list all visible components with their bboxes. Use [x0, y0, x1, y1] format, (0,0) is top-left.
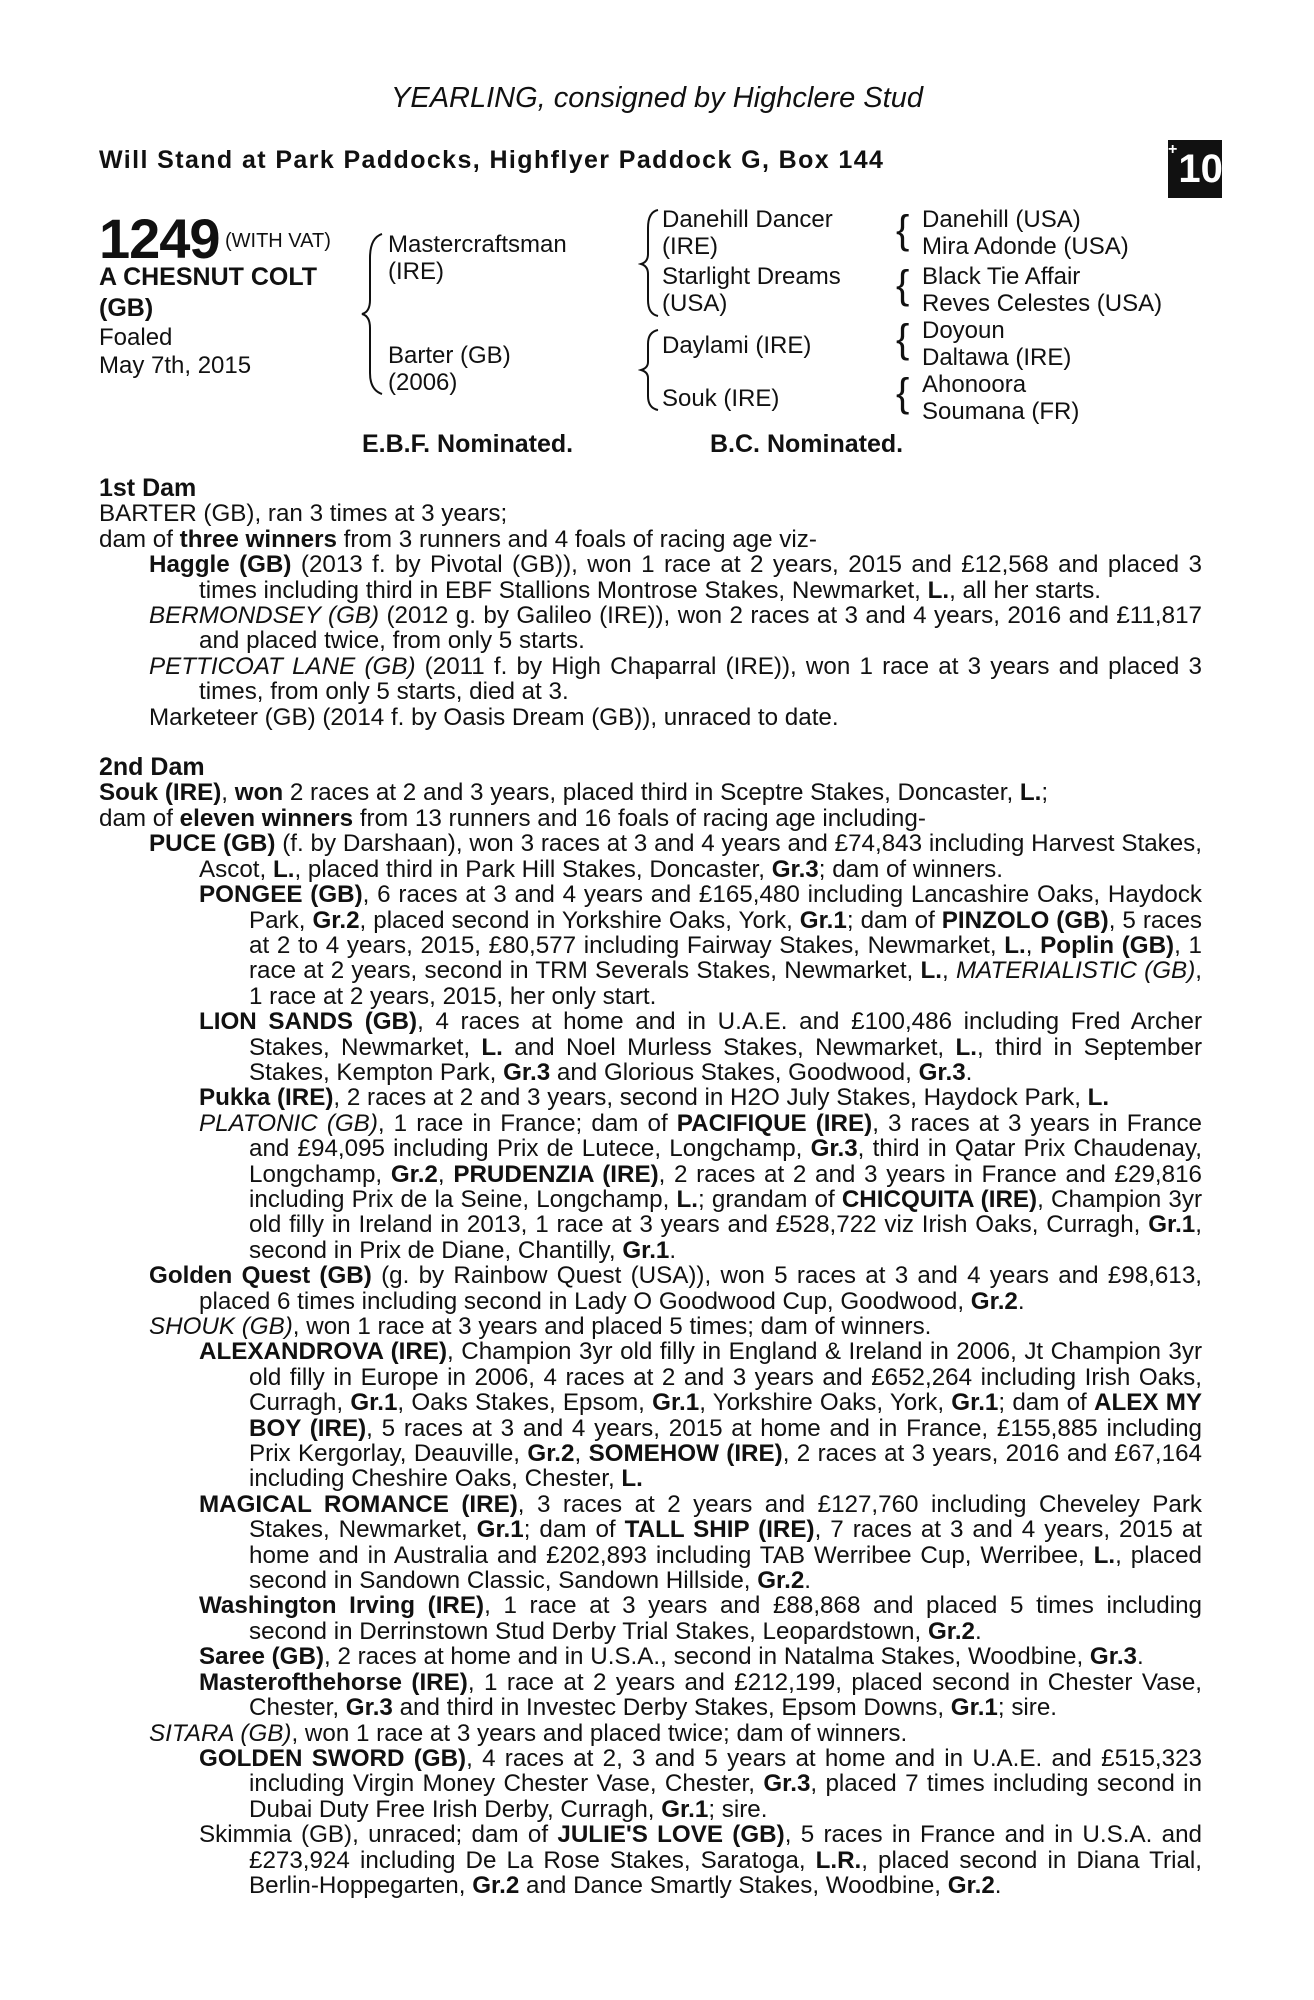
produce-entry: ALEXANDROVA (IRE), Champion 3yr old filly in England & Ireland in 2006, Jt Champion 3yr old filly in Europe in 2006, 4 races at 2 and 3 years and £652,264 including Irish Oaks, Curragh, Gr.1, Oaks Stakes, Epsom, Gr.1, Yorkshire Oaks, York, Gr.1; dam of ALEX MY BOY (IRE), 5 races at 3 and 4 years, 2015 at home and in France, £155,885 including Prix Kergorlay, Deauville, Gr.2, SOMEHOW (IRE), 2 races at 3 years, 2016 and £67,164 including Cheshire Oaks, Chester, L. — [199, 1338, 1202, 1493]
produce-entry: Saree (GB), 2 races at home and in U.S.A., second in Natalma Stakes, Woodbine, Gr.3. — [199, 1643, 1144, 1671]
first-dam-heading: 1st Dam — [99, 474, 197, 502]
ancestor-3: Black Tie Affair — [922, 263, 1081, 290]
produce-entry: GOLDEN SWORD (GB), 4 races at 2, 3 and 5 years at home and in U.A.E. and £515,323 including Virgin Money Chester Vase, Chester, Gr.3, placed 7 times including second in Dubai Duty Free Irish Derby, Curragh, Gr.1; sire. — [199, 1744, 1203, 1823]
dam-dam: Souk (IRE) — [662, 385, 780, 412]
colt-label: A CHESNUT COLT (GB) — [99, 263, 318, 322]
ebf-nomination: E.B.F. Nominated. — [362, 430, 574, 458]
produce-entry: MAGICAL ROMANCE (IRE), 3 races at 2 years and £127,760 including Cheveley Park Stakes, Newmarket, Gr.1; dam of TALL SHIP (IRE), 7 races at 3 and 4 years, 2015 at home and in Australia and £202,893 including TAB Werribee Cup, Werribee, L., placed second in Sandown Classic, Sandown Hillside, Gr.2. — [199, 1490, 1202, 1595]
lot-description — [99, 262, 359, 380]
produce-entry: SITARA (GB), won 1 race at 3 years and placed twice; dam of winners. — [149, 1719, 908, 1747]
produce-entry: PUCE (GB) (f. by Darshaan), won 3 races at 3 and 4 years and £74,843 including Harvest Stakes, Ascot, L., placed third in Park Hill Stakes, Doncaster, Gr.3; dam of winners. — [149, 830, 1202, 883]
produce-entry: PONGEE (GB), 6 races at 3 and 4 years and £165,480 including Lancashire Oaks, Haydock Park, Gr.2, placed second in Yorkshire Oaks, York, Gr.1; dam of PINZOLO (GB), 5 races at 2 to 4 years, 2015, £80,577 including Fairway Stakes, Newmarket, L., Poplin (GB), 1 race at 2 years, second in TRM Severals Stakes, Newmarket, L., MATERIALISTIC (GB), 1 race at 2 years, 2015, her only start. — [199, 881, 1203, 1010]
produce-entry: PLATONIC (GB), 1 race in France; dam of PACIFIQUE (IRE), 3 races at 3 years in France and £94,095 including Prix de Lutece, Longchamp, Gr.3, third in Qatar Prix Chaudenay, Longchamp, Gr.2, PRUDENZIA (IRE), 2 races at 2 and 3 years in France and £29,816 including Prix de la Seine, Longchamp, L.; grandam of CHICQUITA (IRE), Champion 3yr old filly in Ireland in 2013, 1 race at 3 years and £528,722 viz Irish Oaks, Curragh, Gr.1, second in Prix de Diane, Chantilly, Gr.1. — [199, 1109, 1202, 1264]
second-dam-produce: dam of eleven winners from 13 runners and 16 foals of racing age including- — [99, 804, 926, 832]
foaled-date: May 7th, 2015 — [99, 352, 252, 379]
bc-nomination: B.C. Nominated. — [710, 430, 904, 458]
dam-details — [99, 476, 1202, 1898]
ancestor-6: Daltawa (IRE) — [922, 344, 1072, 371]
produce-entry: Marketeer (GB) (2014 f. by Oasis Dream (GB)), unraced to date. — [149, 703, 839, 731]
produce-entry: BERMONDSEY (GB) (2012 g. by Galileo (IRE)), won 2 races at 3 and 4 years, 2016 and £11,817 and placed twice, from only 5 starts. — [149, 602, 1202, 655]
brace-1: { — [896, 208, 910, 252]
ancestor-7: Ahonoora — [922, 371, 1027, 398]
dam-sire: Daylami (IRE) — [662, 332, 812, 359]
brace-3: { — [896, 317, 910, 361]
vat-label: (WITH VAT) — [225, 230, 331, 252]
brace-2: { — [896, 263, 910, 307]
produce-entry: Skimmia (GB), unraced; dam of JULIE'S LOVE (GB), 5 races in France and in U.S.A. and £273,924 including De La Rose Stakes, Saratoga, L.R., placed second in Diana Trial, Berlin-Hoppegarten, Gr.2 and Dance Smartly Stakes, Woodbine, Gr.2. — [199, 1821, 1202, 1899]
ancestor-4: Reves Celestes (USA) — [922, 290, 1163, 317]
sire-dam: Starlight Dreams (USA) — [662, 263, 841, 317]
lot-number: 1249 — [99, 207, 220, 270]
produce-entry: SHOUK (GB), won 1 race at 3 years and placed 5 times; dam of winners. — [149, 1313, 932, 1340]
produce-entry: Haggle (GB) (2013 f. by Pivotal (GB)), won 1 race at 2 years, 2015 and £12,568 and placed 3 times including third in EBF Stallions Montrose Stakes, Newmarket, L., all her starts. — [149, 551, 1202, 604]
stand-location: Will Stand at Park Paddocks, Highflyer Paddock G, Box 144 — [99, 146, 885, 174]
produce-entry: Washington Irving (IRE), 1 race at 3 years and £88,868 and placed 5 times including second in Derrinstown Stud Derby Trial Stakes, Leopardstown, Gr.2. — [199, 1592, 1202, 1645]
produce-entry: Golden Quest (GB) (g. by Rainbow Quest (USA)), won 5 races at 3 and 4 years and £98,613, placed 6 times including second in Lady O Goodwood Cup, Goodwood, Gr.2. — [149, 1262, 1202, 1315]
produce-entry: Masterofthehorse (IRE), 1 race at 2 years and £212,199, placed second in Chester Vase, Chester, Gr.3 and third in Investec Derby Stakes, Epsom Downs, Gr.1; sire. — [199, 1668, 1202, 1722]
sire-line-brace — [638, 206, 664, 320]
brace-4: { — [896, 371, 910, 415]
vat-badge — [1168, 140, 1222, 198]
ancestor-8: Soumana (FR) — [922, 398, 1080, 425]
ancestor-5: Doyoun — [922, 317, 1005, 344]
sire-dam-brace — [360, 228, 390, 398]
sire-name: Mastercraftsman (IRE) — [388, 231, 567, 285]
produce-entry: Pukka (IRE), 2 races at 2 and 3 years, second in H2O July Stakes, Haydock Park, L. — [199, 1084, 1110, 1112]
dam-name: Barter (GB) (2006) — [388, 342, 511, 396]
plus-icon: + — [1168, 141, 1178, 158]
second-dam-heading: 2nd Dam — [99, 753, 205, 782]
ancestor-2: Mira Adonde (USA) — [922, 233, 1129, 260]
page-title: YEARLING, consigned by Highclere Stud — [391, 82, 923, 114]
second-dam-line: Souk (IRE), won 2 races at 2 and 3 years, placed third in Sceptre Stakes, Doncaster, L.; — [99, 779, 1049, 807]
sire-sire: Danehill Dancer (IRE) — [662, 206, 833, 260]
produce-entry: LION SANDS (GB), 4 races at home and in U.A.E. and £100,486 including Fred Archer Stakes, Newmarket, L. and Noel Murless Stakes, Newmarket, L., third in September Stakes, Kempton Park, Gr.3 and Glorious Stakes, Goodwood, Gr.3. — [199, 1008, 1203, 1086]
first-dam-produce: dam of three winners from 3 runners and 4 foals of racing age viz- — [99, 525, 817, 553]
dam-line-brace — [638, 326, 664, 414]
badge-number: 10 — [1178, 147, 1223, 191]
ancestor-1: Danehill (USA) — [922, 206, 1081, 233]
produce-entry: PETTICOAT LANE (GB) (2011 f. by High Chaparral (IRE)), won 1 race at 3 years and placed 3 times, from only 5 starts, died at 3. — [149, 652, 1202, 706]
first-dam-line: BARTER (GB), ran 3 times at 3 years; — [99, 500, 508, 528]
foaled-label: Foaled — [99, 324, 173, 351]
